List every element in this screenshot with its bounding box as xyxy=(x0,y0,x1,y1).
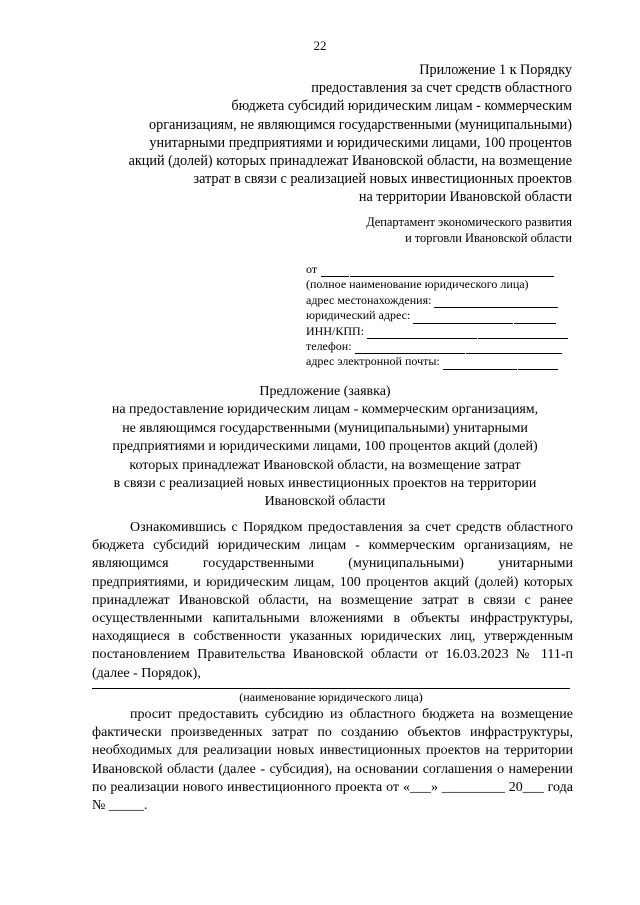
legal-address-label: юридический адрес: xyxy=(306,308,411,323)
inn-blank[interactable] xyxy=(367,328,477,339)
addressee-department xyxy=(242,214,572,247)
applicant-block xyxy=(306,262,574,370)
email-row xyxy=(306,354,574,369)
location-label: адрес местонахождения: xyxy=(306,292,432,307)
appendix-header xyxy=(102,61,572,207)
legal-address-blank-2[interactable] xyxy=(514,313,556,324)
title-line: которых принадлежат Ивановской области, на возмещение затрат xyxy=(129,457,521,473)
page-number: 22 xyxy=(313,38,327,53)
from-label: от xyxy=(306,262,318,276)
phone-blank-2[interactable] xyxy=(466,343,562,354)
location-row xyxy=(306,293,574,308)
legal-address-blank[interactable] xyxy=(413,313,513,324)
title-line: Ивановской области xyxy=(264,494,386,510)
from-blank[interactable] xyxy=(350,266,554,277)
appendix-line: затрат в связи с реализацией новых инвестиционных проектов xyxy=(193,171,572,188)
title-line: Предложение (заявка) xyxy=(259,384,391,399)
request-paragraph: просит предоставить субсидию из областного бюджета на возмещение фактически произведенных затрат по созданию объектов инфраструктуры, необходимых для реализации новых инвестиционных проектов на территории Ивановской области (далее - субсидия), на основании соглашения о намерении по реализации нового инвестиционного проекта от «___» _________ 20___ года № _____. xyxy=(92,707,573,814)
title-line: предприятиями и юридическими лицами, 100 процентов акций (долей) xyxy=(112,439,538,455)
phone-label: телефон: xyxy=(306,339,352,354)
org-name-caption-under-line: (наименование юридического лица) xyxy=(239,690,423,704)
phone-blank[interactable] xyxy=(355,343,465,354)
legal-address-row xyxy=(306,308,574,323)
inn-row xyxy=(306,324,574,339)
title-line: в связи с реализацией новых инвестиционных проектов на территории xyxy=(113,476,537,492)
document-title xyxy=(80,383,570,512)
email-blank[interactable] xyxy=(443,359,517,370)
appendix-line: бюджета субсидий юридическим лицам - коммерческим xyxy=(231,98,572,115)
email-label: адрес электронной почты: xyxy=(306,354,440,369)
from-blank-short[interactable] xyxy=(321,266,349,277)
appendix-line: предоставления за счет средств областного xyxy=(311,80,572,97)
location-blank[interactable] xyxy=(434,297,558,308)
intro-paragraph: Ознакомившись с Порядком предоставления за счет средств областного бюджета субсидий юридическим лицам - коммерческим организациям, не являющимся государственными (муниципальными) унитарными предприятиями, и юридическим лицам, 100 процентов акций (долей) которых принадлежат Ивановской области, на возмещение затрат в связи с ранее осуществленными капитальными вложениями в объекты инфраструктуры, находящиеся в собственности указанных юридических лиц, утвержденным постановлением Правительства Ивановской области от 16.03.2023 № 111-п (далее - Порядок), xyxy=(92,520,573,681)
appendix-line: организациям, не являющимся государственными (муниципальными) xyxy=(149,116,572,133)
org-caption-row xyxy=(306,277,574,292)
appendix-line: унитарными предприятиями и юридическими лицами, 100 процентов xyxy=(149,134,572,151)
org-name-fill-line[interactable] xyxy=(92,688,570,689)
appendix-line: на территории Ивановской области xyxy=(358,189,572,206)
appendix-line: Приложение 1 к Порядку xyxy=(419,62,572,78)
from-row xyxy=(306,262,574,277)
title-line: на предоставление юридическим лицам - коммерческим организациям, xyxy=(111,402,539,418)
inn-kpp-label: ИНН/КПП: xyxy=(306,323,365,338)
appendix-line: акций (долей) которых принадлежат Ивановской области, на возмещение xyxy=(128,153,572,170)
department-line: Департамент экономического развития xyxy=(366,215,572,229)
title-line: не являющимся государственными (муниципальными) унитарными xyxy=(122,420,528,436)
org-name-caption: (полное наименование юридического лица) xyxy=(306,277,529,292)
kpp-blank[interactable] xyxy=(478,328,568,339)
phone-row xyxy=(306,339,574,354)
email-blank-2[interactable] xyxy=(518,359,558,370)
department-line: и торговли Ивановской области xyxy=(405,231,572,246)
